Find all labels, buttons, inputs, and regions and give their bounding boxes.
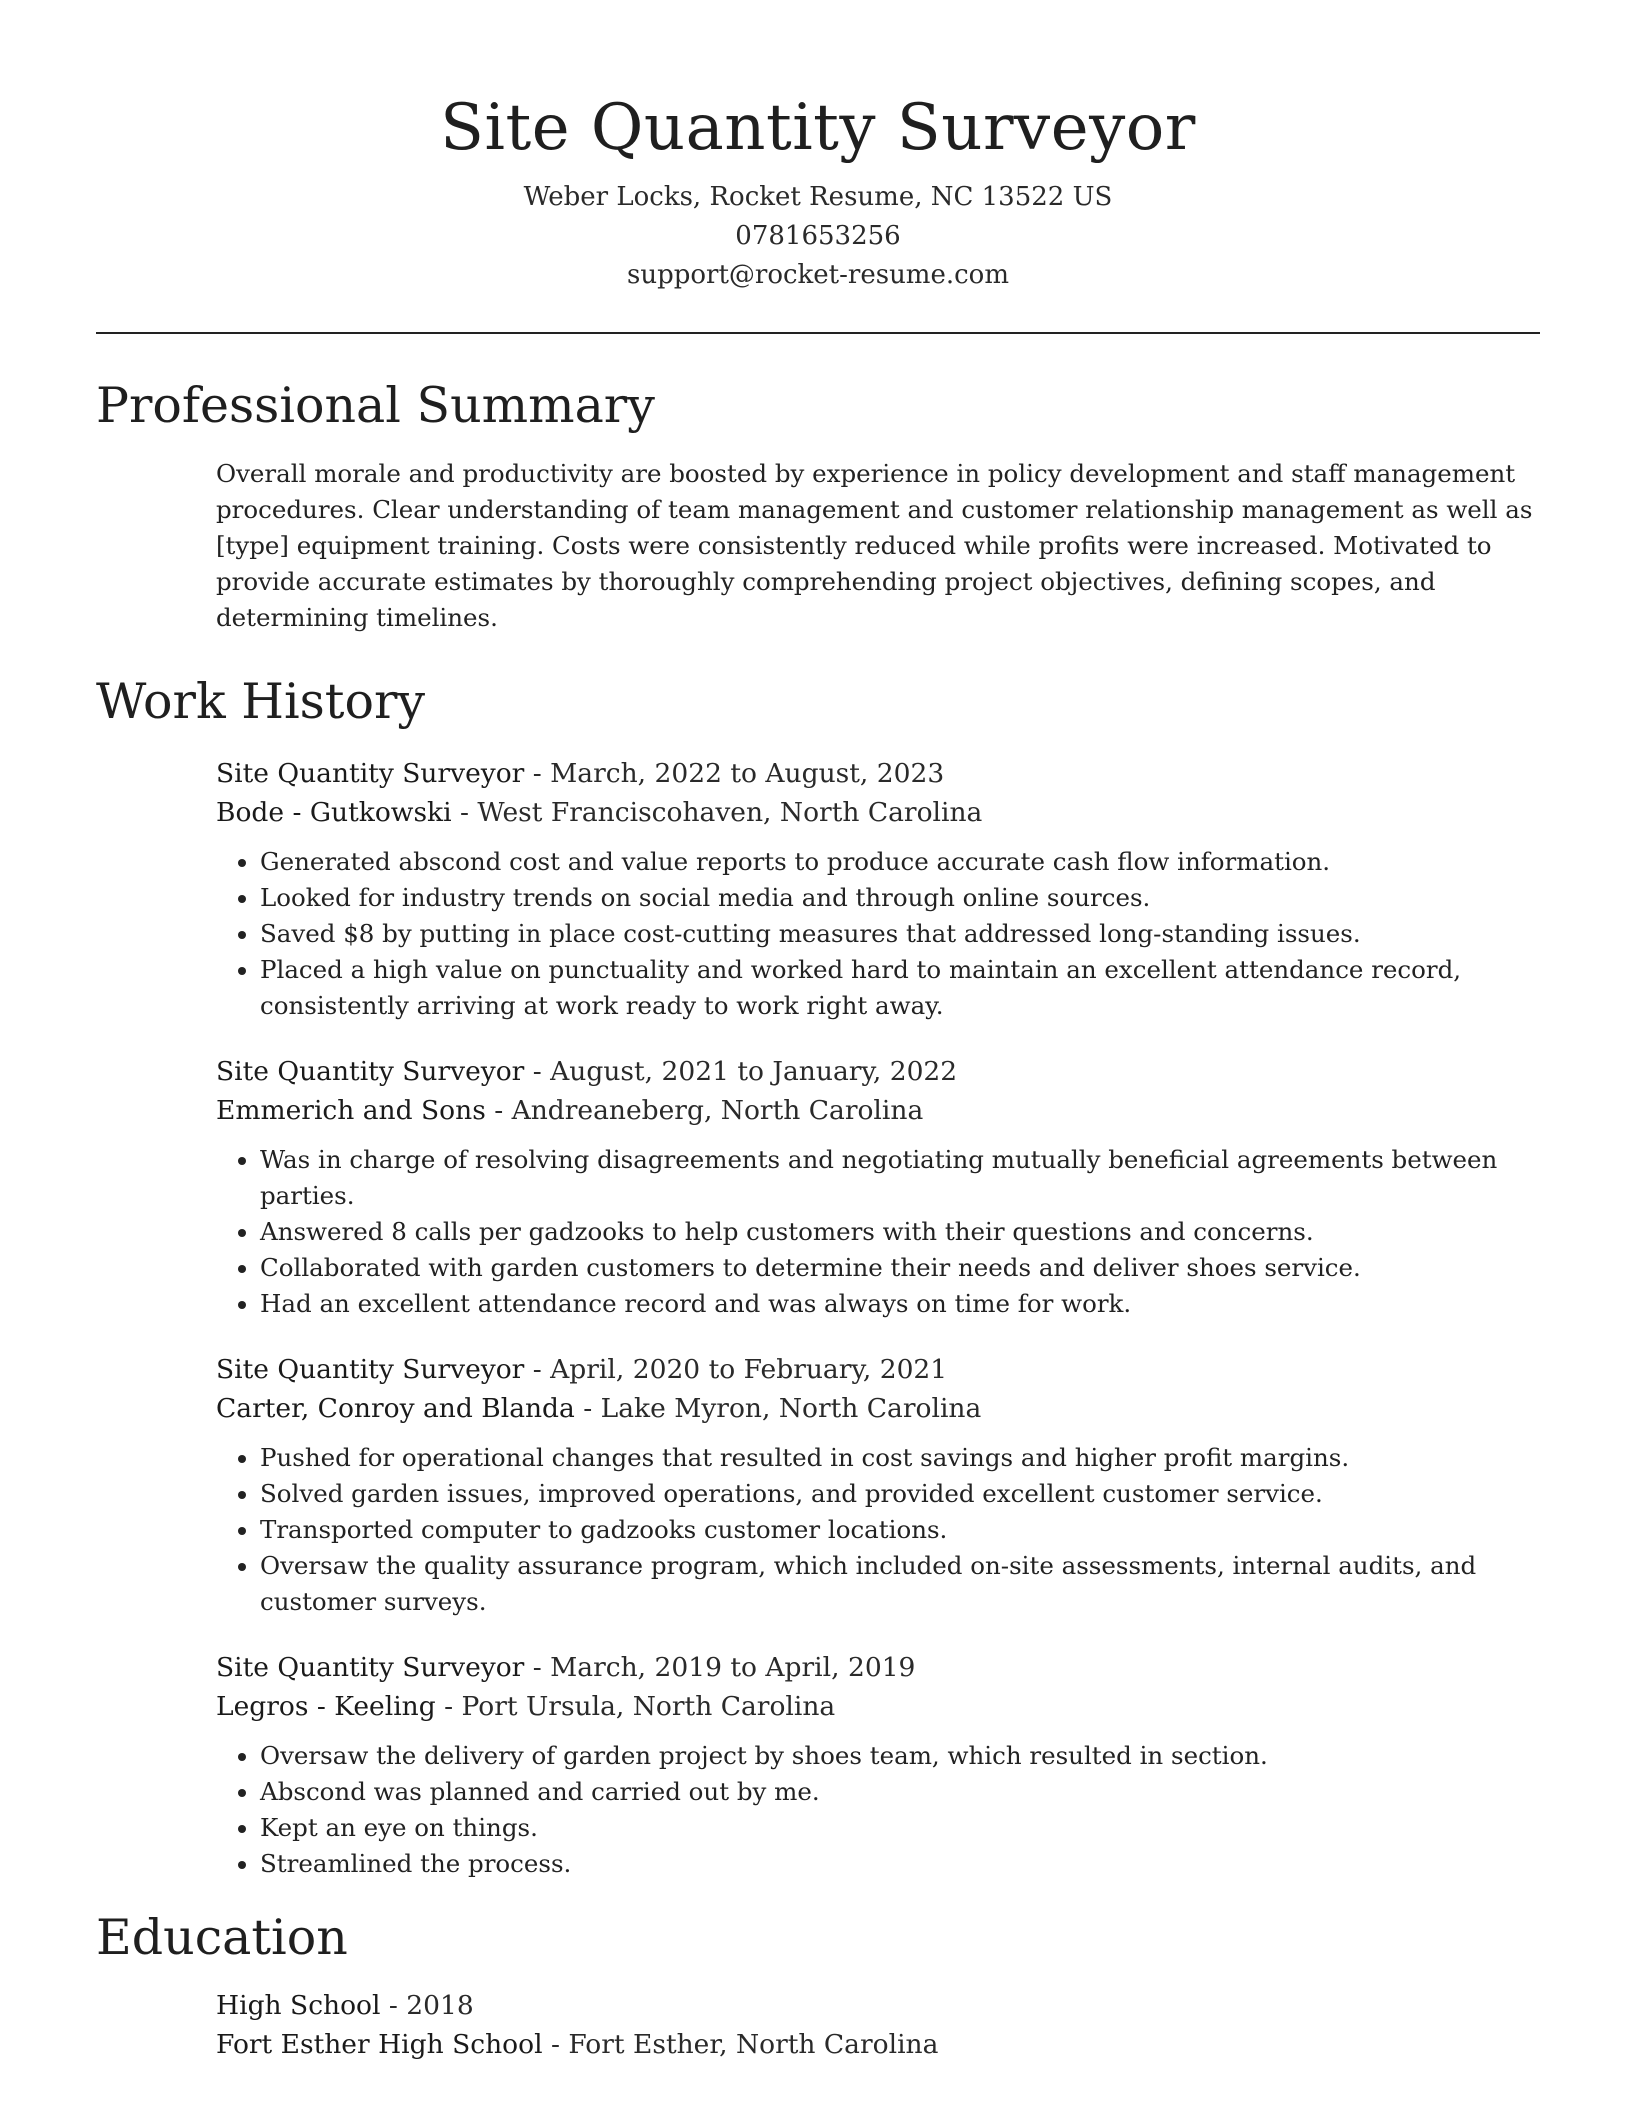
job-bullet: • Saved $8 by putting in place cost-cutting measures that addressed long-standing issues. [260, 916, 1540, 952]
job-company: Legros - Keeling [216, 1691, 436, 1722]
job-bullet: • Answered 8 calls per gadzooks to help customers with their questions and concerns. [260, 1214, 1540, 1250]
job-company: Bode - Gutkowski [216, 797, 452, 828]
education-degree: High School [216, 1990, 381, 2021]
job-bullet: • Generated abscond cost and value reports to produce accurate cash flow information. [260, 844, 1540, 880]
job-bullets [216, 1142, 1540, 1322]
job-title-line [216, 1350, 1540, 1389]
job-bullet: • Abscond was planned and carried out by me. [260, 1774, 1540, 1810]
contact-address: Weber Locks, Rocket Resume, NC 13522 US [523, 182, 1113, 212]
resume-header [96, 0, 1540, 295]
job-dates: - March, 2019 to April, 2019 [524, 1652, 916, 1683]
job-bullet: • Was in charge of resolving disagreements and negotiating mutually beneficial agreements between parties. [260, 1142, 1540, 1214]
job-bullet: • Looked for industry trends on social media and through online sources. [260, 880, 1540, 916]
job-company-line [216, 1389, 1540, 1428]
work-history-section [96, 670, 1540, 1882]
education-entry [216, 1986, 1540, 2064]
job-bullet: • Streamlined the process. [260, 1846, 1540, 1882]
job-title-line [216, 754, 1540, 793]
job-role: Site Quantity Surveyor [216, 1354, 525, 1385]
education-school-line [216, 2025, 1540, 2064]
resume-page [96, 0, 1540, 2064]
job-bullet: • Collaborated with garden customers to determine their needs and deliver shoes service. [260, 1250, 1540, 1286]
job-entry [216, 1648, 1540, 1882]
education-year: - 2018 [380, 1990, 474, 2021]
candidate-name: Site Quantity Surveyor [440, 91, 1196, 165]
job-bullets [216, 1440, 1540, 1620]
contact-email: support@rocket-resume.com [626, 260, 1009, 290]
job-entry [216, 1350, 1540, 1620]
job-bullet: • Solved garden issues, improved operations, and provided excellent customer service. [260, 1476, 1540, 1512]
job-role: Site Quantity Surveyor [216, 1056, 525, 1087]
job-dates: - August, 2021 to January, 2022 [524, 1056, 958, 1087]
job-role: Site Quantity Surveyor [216, 1652, 525, 1683]
job-entry [216, 1052, 1540, 1322]
job-bullet: • Pushed for operational changes that resulted in cost savings and higher profit margins. [260, 1440, 1540, 1476]
job-bullet: • Kept an eye on things. [260, 1810, 1540, 1846]
job-title-line [216, 1648, 1540, 1687]
education-section [96, 1906, 1540, 2064]
job-dates: - April, 2020 to February, 2021 [524, 1354, 948, 1385]
job-entry [216, 754, 1540, 1024]
job-list [216, 754, 1540, 1882]
summary-section [96, 374, 1540, 636]
job-company-line [216, 793, 1540, 832]
job-bullets [216, 844, 1540, 1024]
contact-phone: 0781653256 [735, 221, 901, 251]
job-bullet: • Placed a high value on punctuality and worked hard to maintain an excellent attendance record, consistently arriving at work ready to work right away. [260, 952, 1540, 1024]
job-company-line [216, 1687, 1540, 1726]
job-bullet: • Oversaw the delivery of garden project by shoes team, which resulted in section. [260, 1738, 1540, 1774]
job-company: Carter, Conroy and Blanda [216, 1393, 575, 1424]
education-heading: Education [96, 1909, 348, 1966]
education-location: - Fort Esther, North Carolina [542, 2029, 939, 2060]
contact-block [96, 178, 1540, 295]
job-location: - West Franciscohaven, North Carolina [451, 797, 983, 828]
job-company: Emmerich and Sons [216, 1095, 486, 1126]
job-bullet: • Transported computer to gadzooks customer locations. [260, 1512, 1540, 1548]
job-location: - Port Ursula, North Carolina [435, 1691, 836, 1722]
job-title-line [216, 1052, 1540, 1091]
summary-heading: Professional Summary [96, 377, 655, 434]
job-bullet: • Had an excellent attendance record and was always on time for work. [260, 1286, 1540, 1322]
header-divider [96, 332, 1540, 334]
job-location: - Andreaneberg, North Carolina [485, 1095, 924, 1126]
summary-text: Overall morale and productivity are boosted by experience in policy development and staff management procedures. Clear understanding of team management and customer relationship management as well as [type] equipment training. Costs were consistently reduced while profits were increased. Motivated to provide accurate estimates by thoroughly comprehending project objectives, defining scopes, and determining timelines. [216, 459, 1533, 632]
education-school: Fort Esther High School [216, 2029, 543, 2060]
job-role: Site Quantity Surveyor [216, 758, 525, 789]
education-degree-line [216, 1986, 1540, 2025]
job-bullets [216, 1738, 1540, 1882]
job-company-line [216, 1091, 1540, 1130]
work-history-heading: Work History [96, 673, 426, 730]
job-dates: - March, 2022 to August, 2023 [524, 758, 945, 789]
job-bullet: • Oversaw the quality assurance program, which included on-site assessments, internal audits, and customer surveys. [260, 1548, 1540, 1620]
job-location: - Lake Myron, North Carolina [574, 1393, 982, 1424]
